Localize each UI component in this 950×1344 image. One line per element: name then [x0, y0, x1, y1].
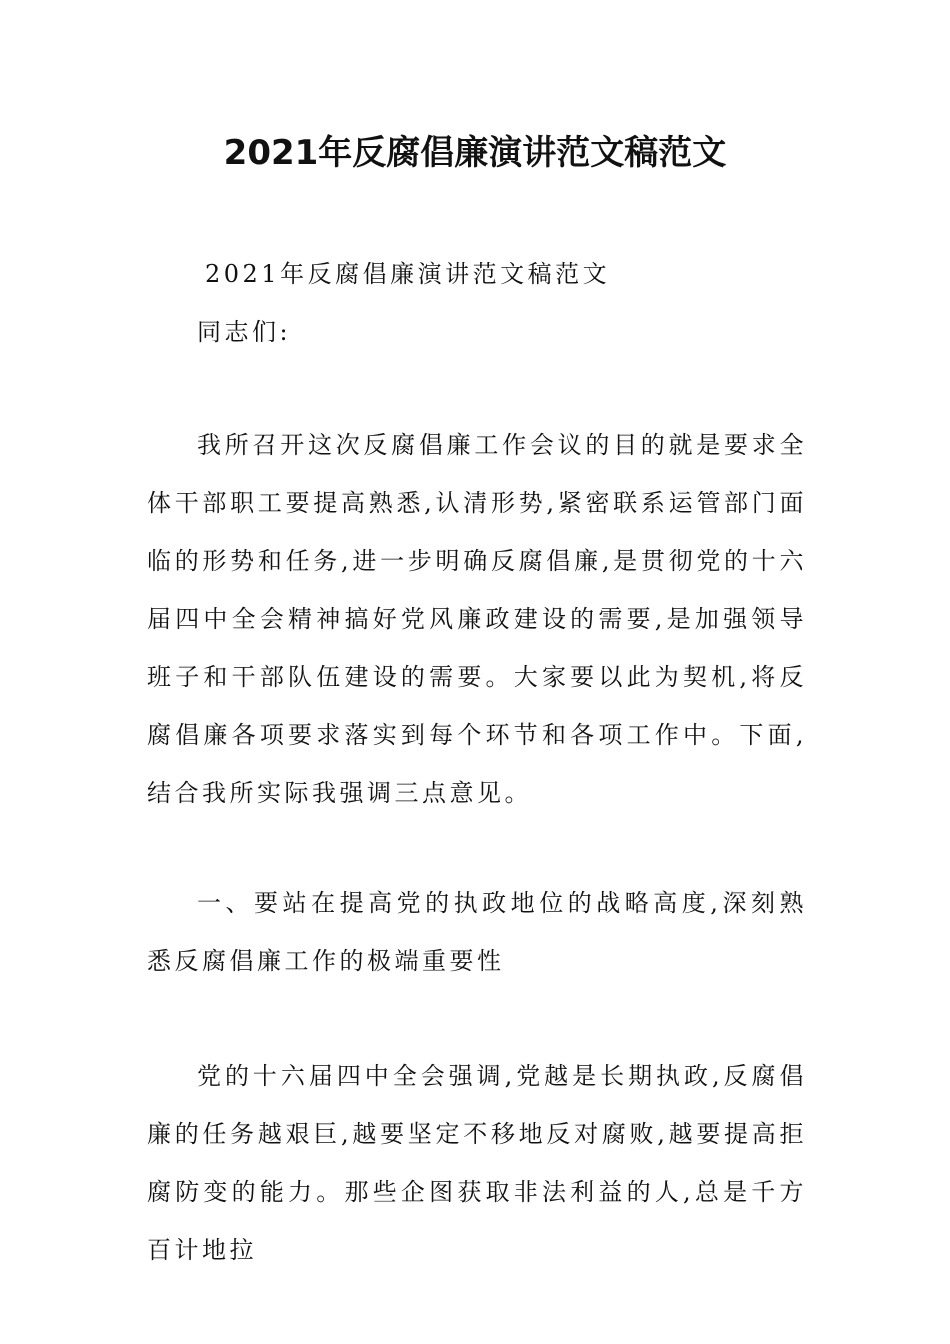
- paragraph-1: 我所召开这次反腐倡廉工作会议的目的就是要求全体干部职工要提高熟悉,认清形势,紧密联系运管部门面临的形势和任务,进一步明确反腐倡廉,是贯彻党的十六届四中全会精神搞好党风廉政建设的需要,是加强领导班子和干部队伍建设的需要。大家要以此为契机,将反腐倡廉各项要求落实到每个环节和各项工作中。下面,结合我所实际我强调三点意见。: [147, 431, 807, 807]
- salutation: 同志们:: [197, 318, 292, 346]
- paragraph-2: 一、要站在提高党的执政地位的战略高度,深刻熟悉反腐倡廉工作的极端重要性: [147, 889, 807, 975]
- paragraph-3: 党的十六届四中全会强调,党越是长期执政,反腐倡廉的任务越艰巨,越要坚定不移地反对腐败,越要提高拒腐防变的能力。那些企图获取非法利益的人,总是千方百计地拉: [147, 1062, 807, 1264]
- document-subtitle: 2021年反腐倡廉演讲范文稿范文: [205, 260, 611, 288]
- document-title: 2021年反腐倡廉演讲范文稿范文: [223, 133, 727, 173]
